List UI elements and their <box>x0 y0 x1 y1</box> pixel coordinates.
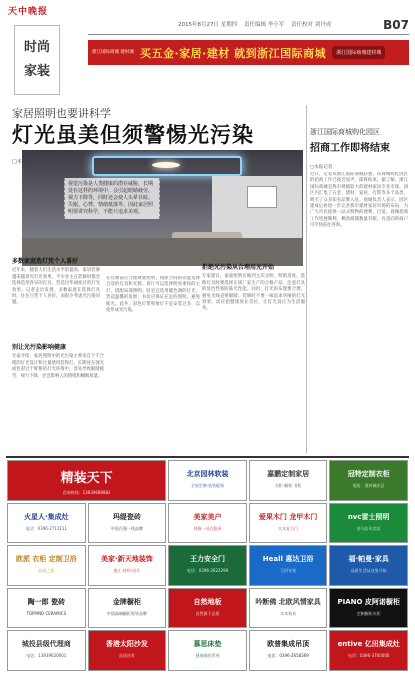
proofreader: 责任校对 刘丹成 <box>291 22 332 28</box>
ad-subtitle: 全屋定制·软装配饰 <box>190 483 225 488</box>
paragraph-4: 专家建议，家庭照明应做到主次分明、明暗适度。选购灯具时要选择正规厂家生产的合格产品，注意灯具的显色性和防眩光性能。同时，灯光的布置要合理，避免光线直射眼睛。装修时不要一味追求华丽的灯光效果，而应把健康放在首位，让灯光真正为生活服务。 <box>202 274 305 312</box>
ad-tile[interactable] <box>88 630 167 671</box>
ad-tile[interactable] <box>7 503 86 544</box>
ad-tile[interactable] <box>329 588 408 629</box>
ad-tile[interactable] <box>168 460 247 501</box>
ad-title: Heall 惠达卫浴 <box>262 555 314 564</box>
ad-tile[interactable] <box>88 588 167 629</box>
ad-subtitle: 实木复合门 <box>278 525 299 531</box>
banner-left-text: 浙江国际商城 建材城 <box>92 49 134 55</box>
ceiling-lamp <box>152 162 180 168</box>
newspaper-logo: 天中晚报 <box>8 7 49 17</box>
ad-subtitle: 品质生活从这里开始 <box>350 568 387 574</box>
editor: 责任编辑 李小军 <box>244 22 285 28</box>
ad-tile[interactable] <box>7 545 86 586</box>
side-byline: □本报记者 <box>310 165 333 170</box>
ad-subtitle: 实木家具 <box>280 610 297 616</box>
column-divider <box>306 105 307 453</box>
ad-subtitle: 电话：0396-2711111 <box>25 525 68 531</box>
ad-tile[interactable] <box>249 545 328 586</box>
ad-title: 慕思床垫 <box>193 640 222 649</box>
wall-picture <box>247 186 277 208</box>
ad-title: 城投县级代理商 <box>21 640 71 649</box>
ad-title: 嘉鹏定制家居 <box>267 470 310 478</box>
ad-title: 玛缇瓷砖 <box>112 512 141 521</box>
ad-subtitle: 自然源于品质 <box>195 610 220 616</box>
ad-title: 自然地板 <box>193 597 222 606</box>
paragraph-1: 近年来，随着人们生活水平的提高，家居装修越来越讲究灯光效果，不少业主在装修时都会选择造型各异的灯具，营造出华丽炫目的灯光效果。记者走访发现，多数家庭在选择灯具时，往往只凭个人喜好，而很少考虑光污染问题。 <box>12 268 100 306</box>
ad-tile[interactable] <box>7 630 86 671</box>
banner-slogan: 买五金·家居·建材 就到浙江国际商城 <box>140 46 327 60</box>
ad-tile[interactable] <box>7 588 86 629</box>
ad-tile[interactable] <box>329 503 408 544</box>
ad-subtitle: 电话：0396-2622299 <box>186 568 229 574</box>
ad-title: 陶一郎 瓷砖 <box>27 597 66 606</box>
ad-tile[interactable] <box>168 545 247 586</box>
ad-subtitle: 电话：0396-3700000 <box>347 653 390 659</box>
ad-tile[interactable] <box>249 503 328 544</box>
ad-title: 吟断佛 北欧风情家具 <box>255 597 321 606</box>
subheading-2: 别让光污染影响健康 <box>12 344 67 351</box>
ad-title: 美家美户 <box>193 512 222 521</box>
ad-title: entive 亿田集成灶 <box>337 640 400 649</box>
section-tile <box>14 25 60 95</box>
ad-title: 精装天下 <box>60 471 113 486</box>
article-kicker: 家居照明也要讲科学 <box>12 107 111 120</box>
ad-title: 火星人·集成灶 <box>23 512 69 521</box>
ad-grid <box>6 456 409 671</box>
ad-tile[interactable] <box>168 588 247 629</box>
ad-subtitle: 定制橱柜衣柜 <box>356 610 381 616</box>
ad-subtitle: TOPPINO CERAMICS <box>26 610 67 616</box>
ad-tile[interactable] <box>249 588 328 629</box>
ad-title: 欧派 衣柜 定制卫浴 <box>15 555 77 564</box>
article-column-3 <box>202 262 305 452</box>
ad-subtitle: 卫浴专家 <box>280 568 297 574</box>
side-paragraph: 近日，记者从浙江国际商城获悉，该商城购化园区的招商工作已接近尾声，即将结束。据了解，浙江国际商城是我市规模较大的建材家居专业市场，园区内汇集了五金、建材、家居、灯饰等多个品类，吸引了众多知名品牌入驻。商城负责人表示，园区建成后将进一步完善我市建材家居市场的布局，为广大市民提供一站式购物的便利。目前，商城招商工作进展顺利，剩余商铺数量有限，有意向的商户可尽快前往咨询。 <box>310 172 408 229</box>
subheading-1: 多数家庭选灯凭个人喜好 <box>12 258 79 265</box>
page-info <box>178 20 378 28</box>
section-title-1: 时尚 <box>23 40 50 55</box>
ad-tile[interactable] <box>329 630 408 671</box>
top-banner-ad[interactable] <box>88 40 409 65</box>
header-rule <box>88 34 409 35</box>
subheading-3: 拒绝光污染从合理用光开始 <box>202 264 275 271</box>
ad-tile[interactable] <box>168 503 247 544</box>
article-column-1b <box>12 342 104 452</box>
ad-subtitle: 咨询热线：13839688882 <box>62 490 111 495</box>
paragraph-3: 在装修前应合理规划照明，按照空间的功能选择合适的灯具和光源。客厅可以选择明亮柔和的主灯，搭配局部照明；卧室宜选用暖色调的灯光，营造温馨的氛围；书房应保证充足的照明，避免眩光。此外，彩色灯带和射灯不宜安装过多，以免形成光污染。 <box>106 276 200 314</box>
ad-subtitle: 中国百强一线品牌 <box>110 525 143 531</box>
ad-subtitle: 驻马店专卖店 <box>356 525 381 531</box>
ad-subtitle: 电话：0396-2658369 <box>267 653 309 659</box>
ad-tile[interactable] <box>329 545 408 586</box>
ad-title: 北京园林软装 <box>186 470 229 478</box>
masthead <box>4 3 76 99</box>
ad-tile[interactable] <box>329 460 408 501</box>
ad-subtitle: 施工·材料·设计 <box>113 568 141 574</box>
ad-title: 美家·新天地装饰 <box>101 555 153 564</box>
ad-title: 冠特定制衣柜 <box>347 470 390 478</box>
ad-title: 金牌橱柜 <box>112 597 141 606</box>
issue-date: 2015年8月27日 星期四 <box>178 22 238 28</box>
ad-title: 香港太阳沙发 <box>105 640 148 649</box>
ad-title: 王力安全门 <box>189 555 225 564</box>
ad-tile[interactable] <box>168 630 247 671</box>
ad-subtitle: 品质之选 <box>38 568 55 574</box>
article-byline: □本报记者 <box>12 159 37 165</box>
banner-right-badge: 浙江国际商城建材城 <box>332 46 385 59</box>
ad-subtitle: 装修一站式服务 <box>193 525 222 531</box>
ad-subtitle: 中国高端橱柜领导品牌 <box>106 610 147 616</box>
pull-quote: 视觉污染是人类健康的潜在威胁，长期处在这样的环境中，会引起眼睛疲劳、视力下降等，同时还会使人头晕目眩、失眠、心悸、情绪低落等。因此家居照明要讲究科学，不能只追求美观。 <box>64 178 160 219</box>
section-title-2: 家装 <box>23 64 50 79</box>
ad-tile[interactable] <box>249 460 328 501</box>
ad-subtitle: 衣柜 橱柜 书柜 <box>274 483 302 488</box>
article-column-2 <box>106 276 200 450</box>
ad-tile[interactable] <box>88 503 167 544</box>
side-article-header <box>310 127 408 170</box>
paragraph-2: 专家介绍，家居照明中的光污染主要来自于不合理的灯光设计和过量使用装饰灯。长期处在强光或色彩过于鲜艳的灯光环境中，容易导致眼睛疲劳、视力下降，还会影响人的情绪和睡眠质量。 <box>12 354 104 379</box>
side-kicker: 浙江国际商城购化园区 <box>310 128 380 136</box>
ad-tile[interactable] <box>88 545 167 586</box>
ad-title: 欧普集成吊顶 <box>267 640 310 649</box>
ad-title: nvc雷士照明 <box>347 512 390 521</box>
ad-subtitle: 品质沙发 <box>118 653 135 659</box>
ad-subtitle: 电话：13939620601 <box>26 653 67 659</box>
page-number: B07 <box>383 18 409 32</box>
ad-subtitle: 健康睡眠系统 <box>195 653 220 659</box>
ad-title: PIANO 皮阿诺橱柜 <box>337 597 400 606</box>
ad-tile[interactable] <box>249 630 328 671</box>
side-article-body <box>310 172 408 450</box>
ad-subtitle: 地址：建材城东区 <box>352 483 385 488</box>
article-headline: 灯光虽美但须警惕光污染 <box>12 123 254 147</box>
ad-tile[interactable] <box>7 460 166 501</box>
ad-title: 福·帕曼·家具 <box>348 555 389 564</box>
ad-title: 爱果木门 龙甲木门 <box>258 512 318 521</box>
side-headline: 招商工作即将结束 <box>310 143 390 154</box>
